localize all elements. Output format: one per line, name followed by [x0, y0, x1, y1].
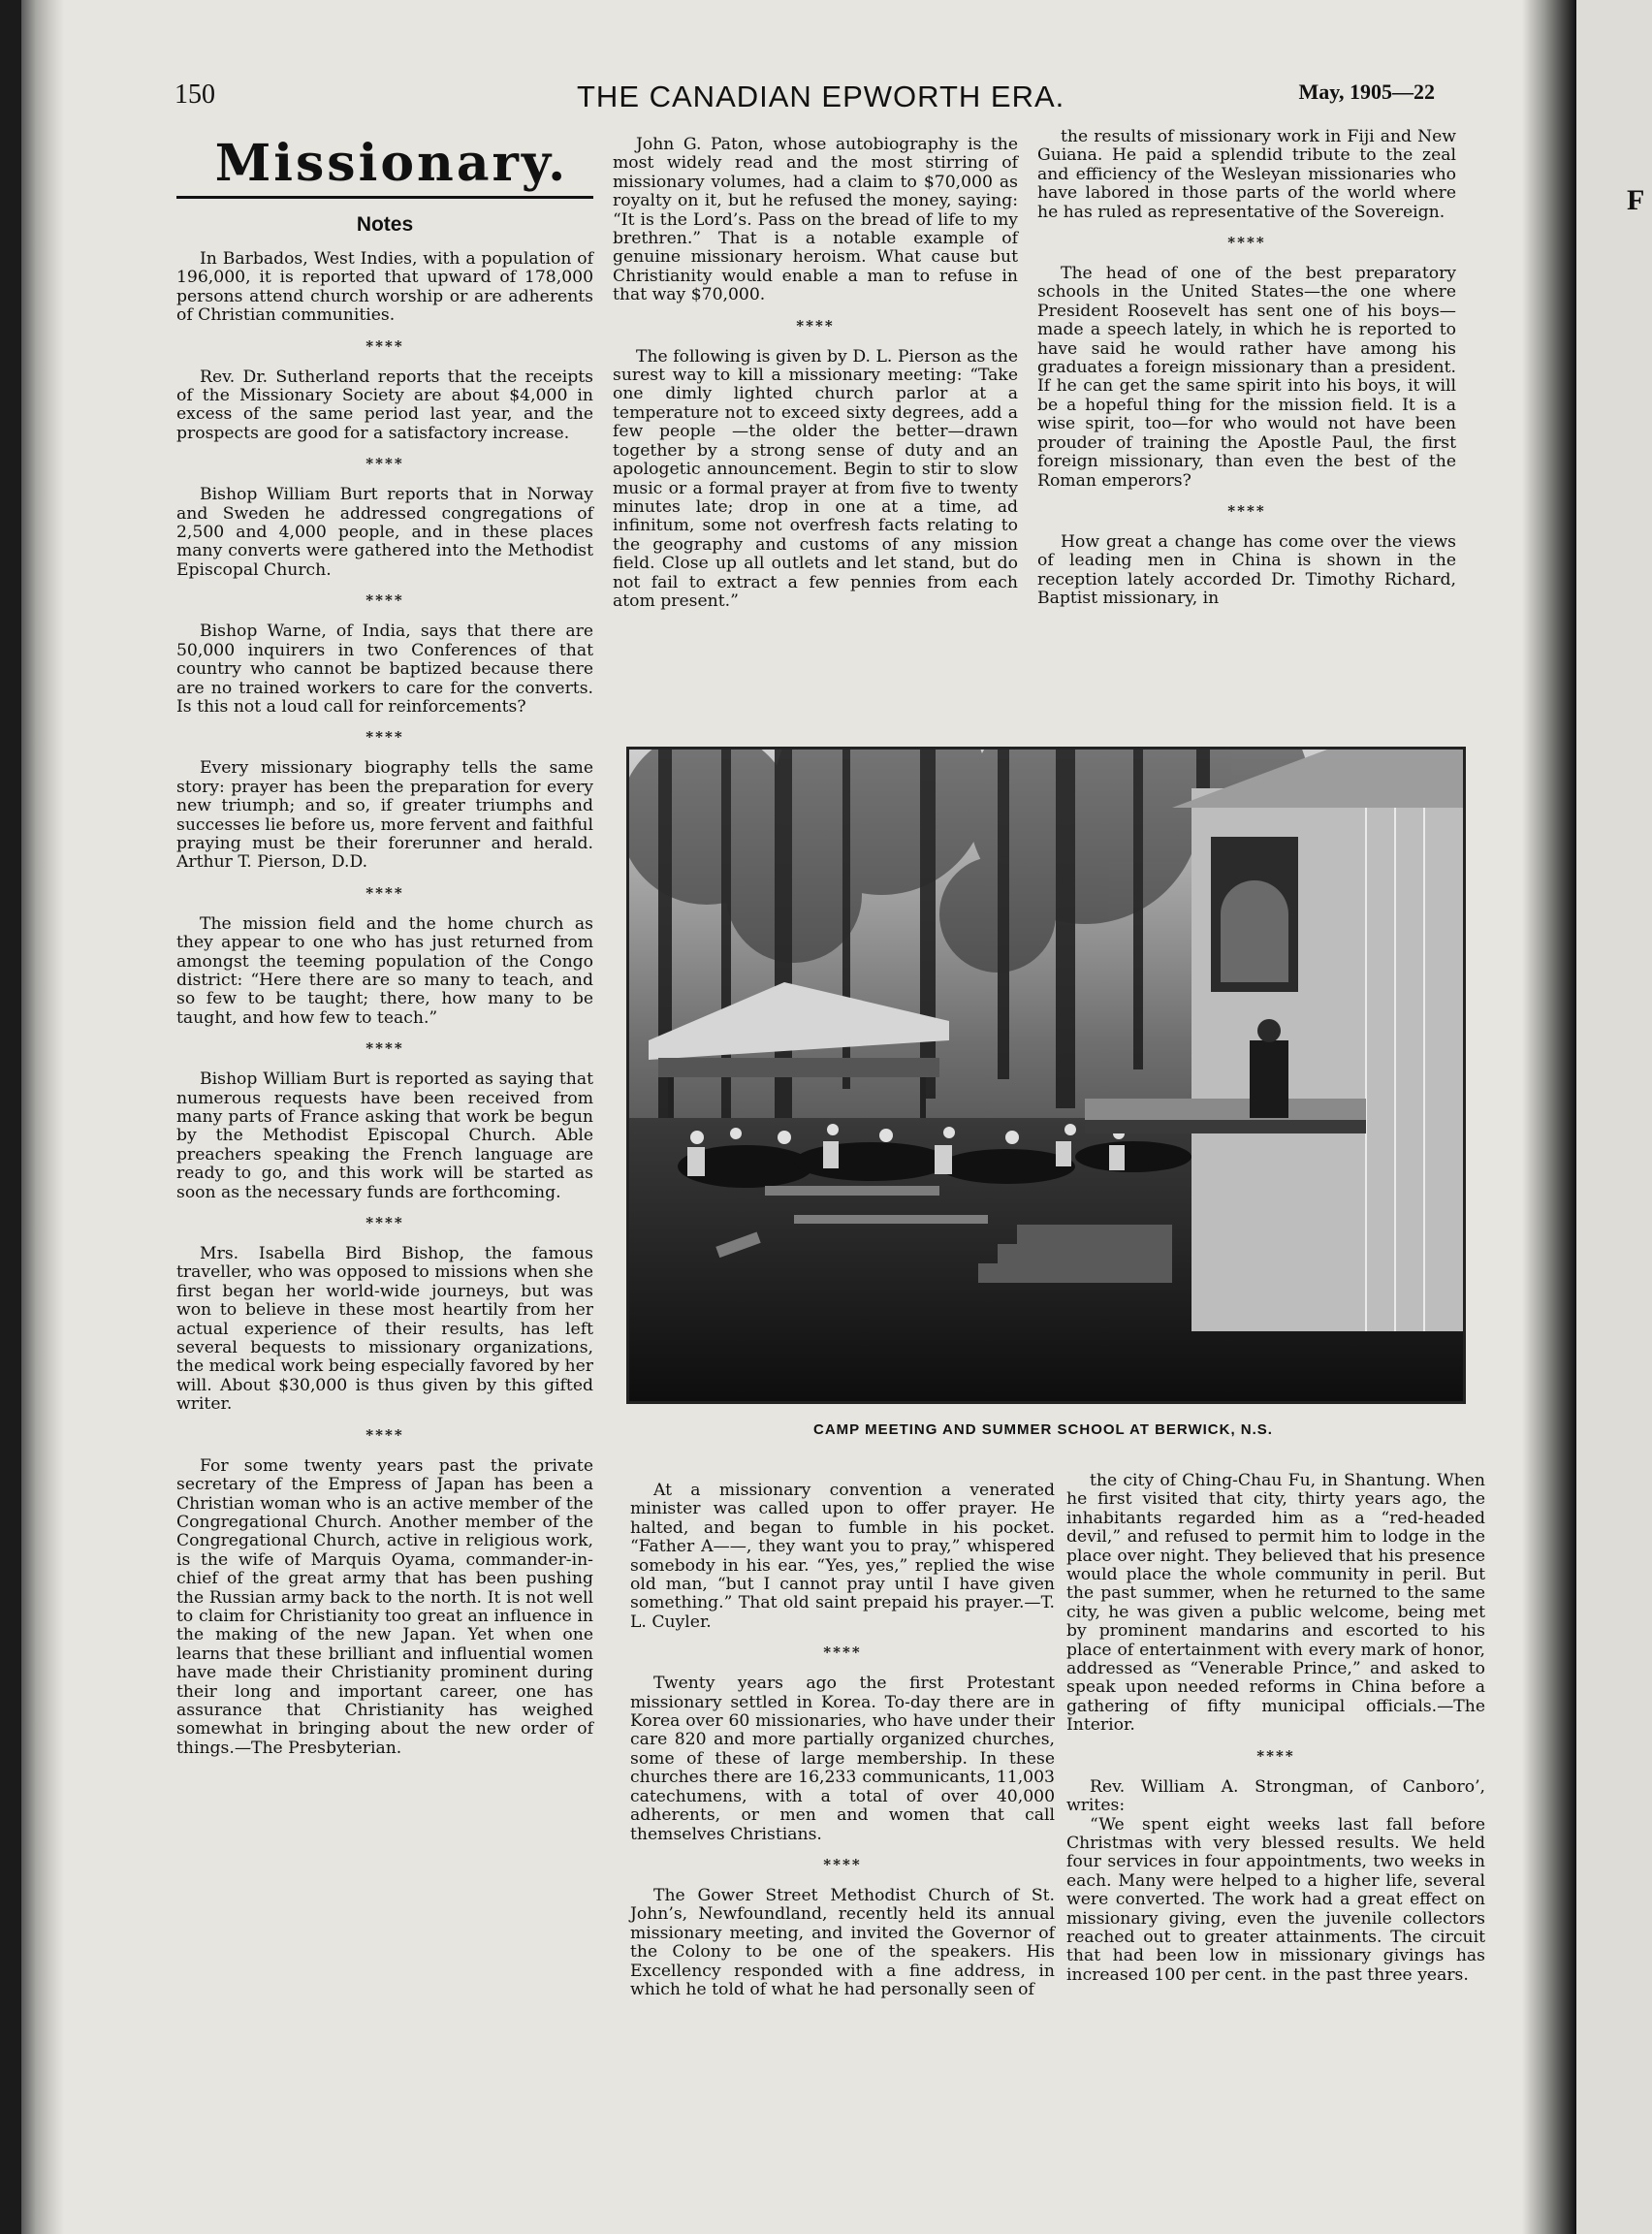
- paragraph: Bishop William Burt reports that in Norway and Sweden he addressed congregations of 2,500 and 4,000 people, and in these places many converts were gathered into the Methodist Episcopal Church.: [176, 485, 593, 580]
- paragraph: Bishop William Burt is reported as saying that numerous requests have been received from many parts of France asking that work be begun by the Methodist Episcopal Church. Able preachers speaking the French language are ready to go, and this work will be started as soon as the necessary funds are forthcoming.: [176, 1069, 593, 1202]
- paragraph: John G. Paton, whose autobiography is the most widely read and the most stirring of missionary volumes, had a claim to $70,000 as royalty on it, but he refused the money, saying: “It is the Lord’s. Pass on the bread of life to my brethren.” That is a notable example of genuine missionary heroism. What cause but Christianity would enable a man to refuse in that way $70,000.: [613, 135, 1018, 305]
- paragraph: The head of one of the best preparatory schools in the United States—the one where President Roosevelt has sent one of his boys—made a speech lately, in which he is reported to have said he would rather have among his graduates a foreign missionary than a president. If he can get the same spirit into his boys, it will be a hopeful thing for the mission field. It is a wise spirit, too—for who would not have been prouder of training the Apostle Paul, the first foreign missionary, than even the best of the Roman emperors?: [1037, 264, 1456, 491]
- binding-gutter: [21, 0, 64, 2234]
- separator: ****: [365, 883, 404, 902]
- paragraph: In Barbados, West Indies, with a population of 196,000, it is reported that upward of 178,000 persons attend church worship or are adherents of Christian communities.: [176, 249, 593, 326]
- paragraph: the city of Ching-Chau Fu, in Shantung. When he first visited that city, thirty years ago, the inhabitants regarded him as a “red-headed devil,” and refused to permit him to lodge in the place over night. They believed that his presence would place the whole community in peril. But the past summer, when he returned to the same city, he was given a public welcome, being met by prominent mandarins and escorted to his place of entertainment with every mark of honor, addressed as “Venerable Prince,” and asked to speak upon needed reforms in China before a gathering of fifty municipal officials.—The Interior.: [1066, 1471, 1485, 1736]
- separator: ****: [796, 316, 835, 335]
- separator: ****: [1227, 501, 1266, 520]
- paragraph: Every missionary biography tells the same story: prayer has been the preparation for every new triumph; and so, if greater triumphs and successes lie before us, more fervent and faithful praying must be their forerunner and herald. Arthur T. Pierson, D.D.: [176, 758, 593, 873]
- paragraph: “We spent eight weeks last fall before Christmas with very blessed results. We held four services in four appointments, two weeks in each. Many were helped to a higher life, several were converted. The work had a great effect on missionary giving, even the juvenile collectors reached out to greater attainments. The circuit that had been low in missionary givings has increased 100 per cent. in the past three years.: [1066, 1814, 1485, 1985]
- notes-heading: Notes: [356, 213, 414, 236]
- paragraph: How great a change has come over the views of leading men in China is shown in the reception lately accorded Dr. Timothy Richard, Baptist missionary, in: [1037, 531, 1456, 609]
- page-edge-shadow: [1522, 0, 1576, 2234]
- photo-illustration: [629, 750, 1463, 1401]
- separator: ****: [365, 1039, 404, 1058]
- paragraph: The following is given by D. L. Pierson as the surest way to kill a missionary meeting: “Take one dimly lighted church parlor at a temperature not to exceed sixty degrees, add a few people —the older the better—drawn together by a strong sense of duty and an apologetic announcement. Begin to stir to slow music or a formal prayer at from five to twenty minutes late; drop in one at a time, ad infinitum, some not overfresh facts relating to the geography and customs of any mission field. Close up all outlets and let stand, but do not fail to extract a few pennies from each atom present.”: [613, 346, 1018, 611]
- section-title: Missionary.: [214, 134, 569, 193]
- paragraph: For some twenty years past the private secretary of the Empress of Japan has been a Christian woman who is an active member of the Congregational Church. Another member of the Congregational Church, active in religious work, is the wife of Marquis Oyama, commander-in-chief of the great army that has been pushing the Russian army back to the north. It is not well to claim for Christianity too great an influence in the making of the new Japan. Yet when one learns that these brilliant and influential women have made their Christianity prominent during their long and important career, one has assurance that Christianity has weighed somewhat in bringing about the new order of things.—The Presbyterian.: [176, 1455, 593, 1758]
- paragraph: The mission field and the home church as they appear to one who has just returned from amongst the teeming population of the Congo district: “Here there are so many to teach, and so few to be taught; there, how many to be taught, and how few to teach.”: [176, 913, 593, 1028]
- separator: ****: [365, 336, 404, 355]
- paragraph: The Gower Street Methodist Church of St. John’s, Newfoundland, recently held its annual missionary meeting, and invited the Governor of the Colony to be one of the speakers. His Excellency responded with a fine address, in which he told of what he had personally seen of: [630, 1885, 1055, 1999]
- separator: ****: [1227, 234, 1266, 252]
- facing-page-letter: F: [1627, 184, 1645, 216]
- separator: ****: [365, 1214, 404, 1232]
- journal-title: THE CANADIAN EPWORTH ERA.: [577, 80, 1065, 113]
- column-3-top: [1037, 128, 1456, 609]
- paragraph: the results of missionary work in Fiji and New Guiana. He paid a splendid tribute to the zeal and efficiency of the Wesleyan missionaries who have labored in those parts of the world where he has ruled as representative of the Sovereign.: [1037, 127, 1456, 222]
- separator: ****: [365, 1425, 404, 1444]
- column-2-top: [613, 136, 1018, 611]
- paragraph: At a missionary convention a venerated minister was called upon to offer prayer. He halted, and began to fumble in his pocket. “Father A——, they want you to pray,” whispered somebody in his ear. “Yes, yes,” replied the wise old man, “but I cannot pray until I have given something.” That old saint prepaid his prayer.—T. L. Cuyler.: [630, 1481, 1055, 1632]
- paragraph: Rev. Dr. Sutherland reports that the receipts of the Missionary Society are about $4,000 in excess of the same period last year, and the prospects are good for a satisfactory increase.: [176, 367, 593, 443]
- camp-meeting-photograph: [626, 747, 1466, 1404]
- paragraph: Rev. William A. Strongman, of Canboro’, writes:: [1066, 1776, 1485, 1816]
- column-2-bottom: [630, 1482, 1055, 1999]
- issue-date: May, 1905—22: [1298, 80, 1435, 104]
- paragraph: Mrs. Isabella Bird Bishop, the famous traveller, who was opposed to missions when she first began her world-wide journeys, but was won to believe in these most heartily from her actual experience of their results, has left several bequests to missionary organizations, the medical work being especially favored by her will. About $30,000 is thus given by this gifted writer.: [176, 1244, 593, 1415]
- separator: ****: [1256, 1746, 1295, 1765]
- facing-page-fragment: [1576, 0, 1652, 2234]
- separator: ****: [365, 591, 404, 610]
- paragraph: Bishop Warne, of India, says that there are 50,000 inquirers in two Conferences of that country who cannot be baptized because there are no trained workers to care for the converts. Is this not a loud call for reinforcements?: [176, 622, 593, 717]
- title-rule: [176, 196, 593, 199]
- paragraph: Twenty years ago the first Protestant missionary settled in Korea. To-day there are in Korea over 60 missionaries, who have under their care 820 and more partially organized churches, some of these of large membership. In these churches there are 16,233 communicants, 11,003 catechumens, with a total of over 40,000 adherents, or men and women that call themselves Christians.: [630, 1674, 1055, 1844]
- column-3-bottom: [1066, 1472, 1485, 1985]
- page-number: 150: [175, 80, 215, 110]
- separator: ****: [365, 455, 404, 473]
- separator: ****: [823, 1855, 862, 1873]
- column-1: [176, 250, 593, 1758]
- separator: ****: [365, 728, 404, 747]
- separator: ****: [823, 1644, 862, 1662]
- photo-caption: CAMP MEETING AND SUMMER SCHOOL AT BERWICK, N.S.: [813, 1421, 1273, 1438]
- running-header: [175, 80, 1435, 118]
